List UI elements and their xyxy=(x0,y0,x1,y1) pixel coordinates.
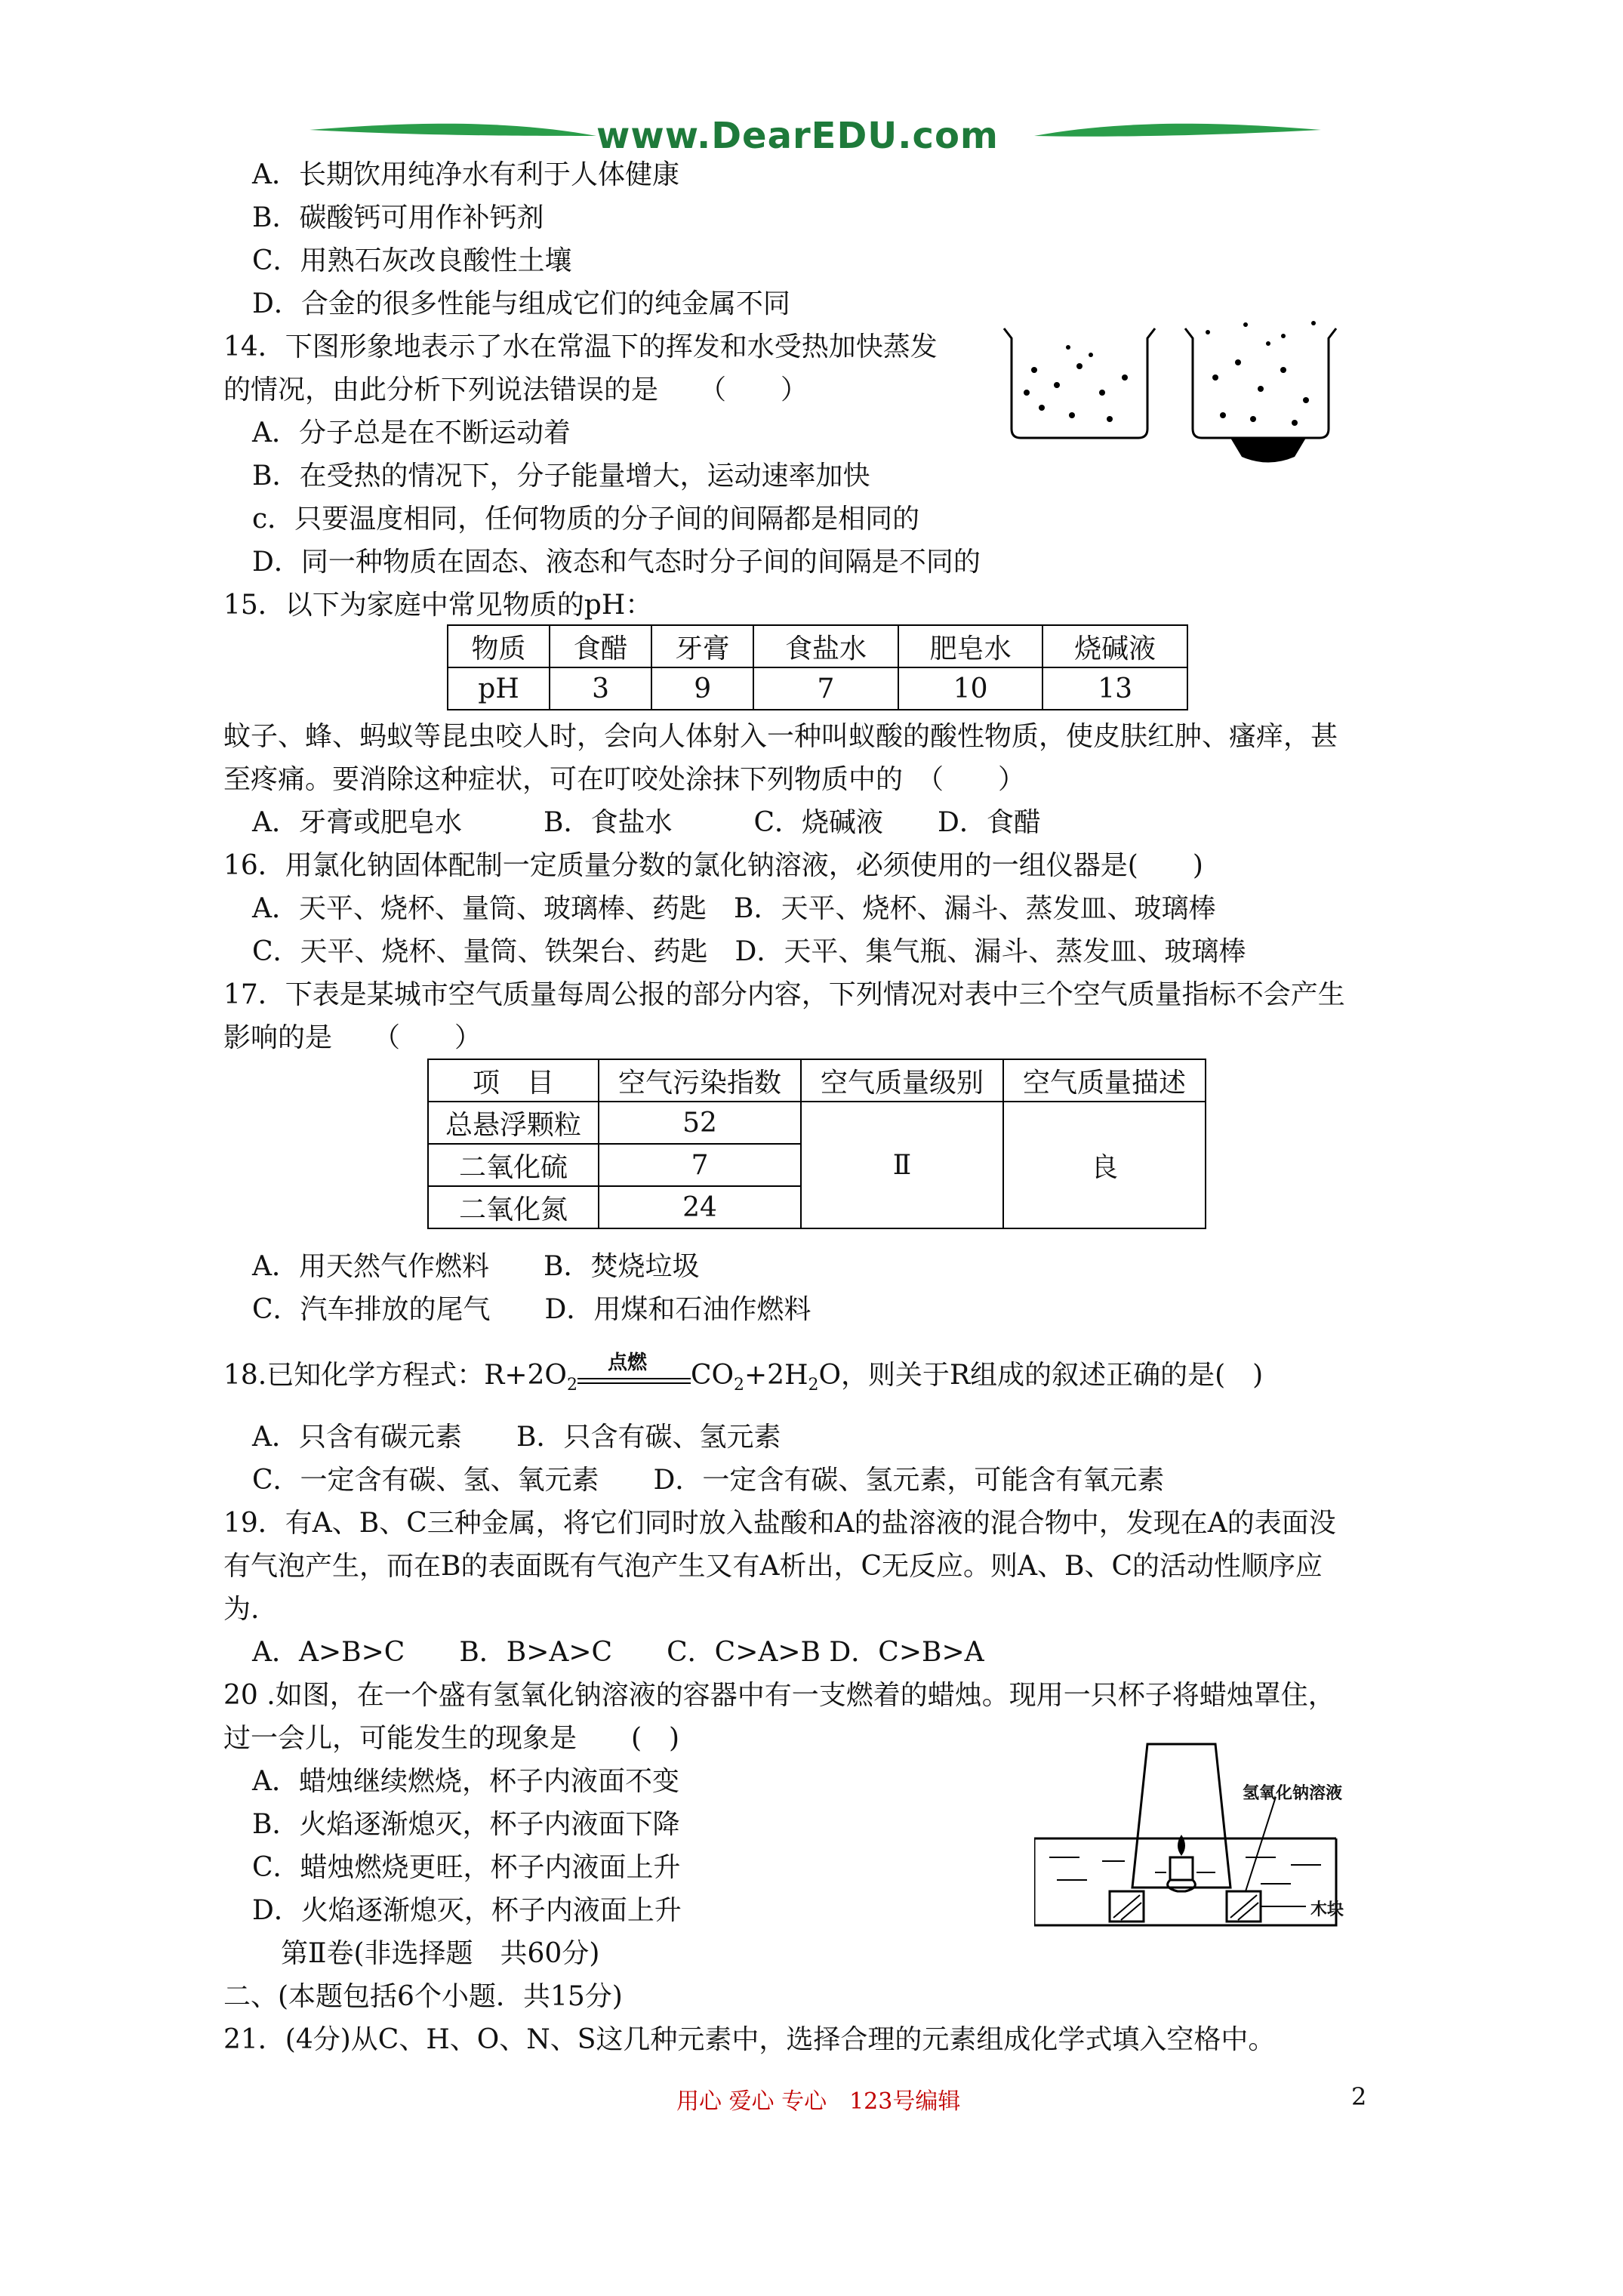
footer-text: 用心 爱心 专心 123号编辑 xyxy=(676,2088,961,2115)
ph-cell: 10 xyxy=(898,667,1043,710)
q16-stem: 16．用氯化钠固体配制一定质量分数的氯化钠溶液，必须使用的一组仪器是( ) xyxy=(223,850,1203,881)
aq-cell: 二氧化硫 xyxy=(428,1144,599,1186)
aq-cell: 52 xyxy=(599,1102,801,1144)
aq-cell: 7 xyxy=(599,1144,801,1186)
reaction-condition: 点燃 xyxy=(607,1351,647,1374)
q14-option-b: B．在受热的情况下，分子能量增大，运动速率加快 xyxy=(252,461,870,492)
part2-title: 第Ⅱ卷(非选择题 共60分) xyxy=(281,1938,600,1969)
q15-para-1: 蚊子、蜂、蚂蚁等昆虫咬人时，会向人体射入一种叫蚁酸的酸性物质，使皮肤红肿、瘙痒，甚 xyxy=(223,721,1338,752)
q17-stem-2: 影响的是 （ ） xyxy=(223,1022,482,1053)
q14-stem-2: 的情况，由此分析下列说法错误的是 （ ） xyxy=(223,374,808,405)
q13-option-d: D．合金的很多性能与组成它们的纯金属不同 xyxy=(252,288,790,319)
ph-cell: 9 xyxy=(651,667,753,710)
site-logo[interactable]: www.DearEDU.com xyxy=(596,115,999,157)
q20-stem-2: 过一会儿，可能发生的现象是 ( ) xyxy=(223,1723,680,1754)
q21-stem: 21．(4分)从C、H、O、N、S这几种元素中，选择合理的元素组成化学式填入空格中。 xyxy=(223,2024,1276,2055)
q14-option-a: A．分子总是在不断运动着 xyxy=(252,418,571,448)
subscript: 2 xyxy=(734,1376,745,1395)
aq-level: Ⅱ xyxy=(801,1102,1003,1228)
aq-header: 空气质量级别 xyxy=(801,1059,1003,1102)
q16-options-1: A．天平、烧杯、量筒、玻璃棒、药匙 B．天平、烧杯、漏斗、蒸发皿、玻璃棒 xyxy=(252,893,1216,924)
q19-line-3: 为. xyxy=(223,1594,260,1625)
q13-option-c: C．用熟石灰改良酸性土壤 xyxy=(252,245,572,276)
q20-stem-1: 20 .如图，在一个盛有氢氧化钠溶液的容器中有一支燃着的蜡烛。现用一只杯子将蜡烛罩住， xyxy=(223,1680,1335,1711)
subscript: 2 xyxy=(808,1376,819,1395)
q14-stem-1: 14．下图形象地表示了水在常温下的挥发和水受热加快蒸发 xyxy=(223,331,938,362)
q17-options-1: A．用天然气作燃料 B．焚烧垃圾 xyxy=(252,1251,700,1282)
ph-table xyxy=(447,624,1188,710)
aq-header: 空气质量描述 xyxy=(1003,1059,1206,1102)
ph-cell: 13 xyxy=(1042,667,1187,710)
q15-options: A．牙膏或肥皂水 B．食盐水 C．烧碱液 D．食醋 xyxy=(252,807,1041,838)
figure-label-wood: 木块 xyxy=(1310,1900,1344,1919)
aq-cell: 二氧化氮 xyxy=(428,1186,599,1228)
q18-options-2: C．一定含有碳、氢、氧元素 D．一定含有碳、氢元素，可能含有氧元素 xyxy=(252,1465,1165,1496)
q20-option-a: A．蜡烛继续燃烧，杯子内液面不变 xyxy=(252,1766,679,1797)
ph-cell: 烧碱液 xyxy=(1042,625,1187,667)
candle-figure xyxy=(1034,1737,1427,1933)
q17-stem-1: 17．下表是某城市空气质量每周公报的部分内容，下列情况对表中三个空气质量指标不会产生 xyxy=(223,979,1345,1010)
q13-option-b: B．碳酸钙可用作补钙剂 xyxy=(252,202,544,233)
section-title: 二、(本题包括6个小题．共15分) xyxy=(223,1981,623,2012)
aq-cell: 总悬浮颗粒 xyxy=(428,1102,599,1144)
aq-header: 项 目 xyxy=(428,1059,599,1102)
q18-options-1: A．只含有碳元素 B．只含有碳、氢元素 xyxy=(252,1422,781,1453)
q20-option-b: B．火焰逐渐熄灭，杯子内液面下降 xyxy=(252,1809,680,1840)
ph-cell: 7 xyxy=(753,667,898,710)
reaction-arrow xyxy=(577,1351,691,1384)
q17-options-2: C．汽车排放的尾气 D．用煤和石油作燃料 xyxy=(252,1294,812,1325)
q20-option-d: D．火焰逐渐熄灭，杯子内液面上升 xyxy=(252,1895,682,1926)
ph-cell: 物质 xyxy=(448,625,550,667)
q13-option-a: A．长期饮用纯净水有利于人体健康 xyxy=(252,159,679,190)
q18-stem-b: CO xyxy=(690,1360,735,1391)
q14-option-d: D．同一种物质在固态、液态和气态时分子间的间隔是不同的 xyxy=(252,547,981,578)
evaporation-figure xyxy=(996,317,1344,468)
ph-cell: 食盐水 xyxy=(753,625,898,667)
subscript: 2 xyxy=(566,1376,577,1395)
ph-cell: 牙膏 xyxy=(651,625,753,667)
q16-options-2: C．天平、烧杯、量筒、铁架台、药匙 D．天平、集气瓶、漏斗、蒸发皿、玻璃棒 xyxy=(252,936,1246,967)
q18-stem-c: +2H xyxy=(744,1360,808,1391)
q19-line-1: 19．有A、B、C三种金属，将它们同时放入盐酸和A的盐溶液的混合物中，发现在A的表面没 xyxy=(223,1508,1336,1539)
aq-desc: 良 xyxy=(1003,1102,1206,1228)
q20-option-c: C．蜡烛燃烧更旺，杯子内液面上升 xyxy=(252,1852,681,1883)
ph-cell: 3 xyxy=(550,667,651,710)
q19-line-2: 有气泡产生，而在B的表面既有气泡产生又有A析出，C无反应。则A、B、C的活动性顺序应 xyxy=(223,1551,1323,1582)
q14-option-c: c．只要温度相同，任何物质的分子间的间隔都是相同的 xyxy=(252,504,920,535)
q19-options: A．A>B>C B．B>A>C C．C>A>B D．C>B>A xyxy=(252,1637,984,1668)
ph-cell: 食醋 xyxy=(550,625,651,667)
ph-cell: 肥皂水 xyxy=(898,625,1043,667)
ph-cell: pH xyxy=(448,667,550,710)
q18-stem-d: O，则关于R组成的叙述正确的是( ) xyxy=(818,1360,1264,1391)
page-number: 2 xyxy=(1351,2082,1367,2111)
figure-label-naoh: 氢氧化钠溶液 xyxy=(1243,1784,1343,1803)
q15-stem: 15．以下为家庭中常见物质的pH： xyxy=(223,590,653,621)
q18-stem-a: 18.已知化学方程式：R+2O xyxy=(223,1360,567,1391)
q15-para-2: 至疼痛。要消除这种症状，可在叮咬处涂抹下列物质中的 （ ） xyxy=(223,764,1026,795)
air-quality-table xyxy=(427,1059,1206,1229)
aq-cell: 24 xyxy=(599,1186,801,1228)
aq-header: 空气污染指数 xyxy=(599,1059,801,1102)
q18-stem xyxy=(223,1351,1264,1402)
